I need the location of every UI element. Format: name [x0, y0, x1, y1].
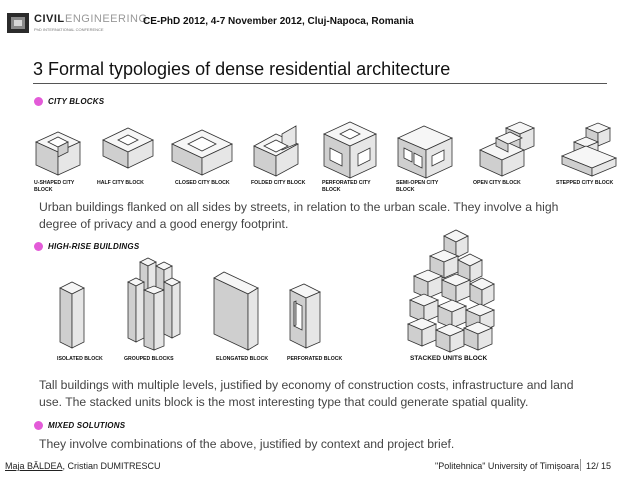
elongated-block-figure	[214, 272, 258, 350]
city-blocks-illustrations	[28, 120, 628, 180]
open-city-block-figure	[480, 122, 534, 176]
stacked-units-block-figure	[408, 230, 494, 352]
footer-university: "Politehnica" University of Timișoara	[435, 461, 579, 471]
high-rise-heading: HIGH-RISE BUILDINGS	[48, 242, 140, 251]
caption-isolated-block: ISOLATED BLOCK	[57, 356, 103, 362]
conference-logo	[6, 10, 148, 36]
footer-author-rest: , Cristian DUMITRESCU	[62, 461, 161, 471]
city-blocks-bullet-icon	[34, 97, 43, 106]
logo-civil-text: CIVIL	[34, 13, 65, 25]
footer-divider	[580, 459, 581, 471]
caption-open-city-block: OPEN CITY BLOCK	[473, 180, 521, 186]
high-rise-description: Tall buildings with multiple levels, justified by economy of construction costs, infrastructure and land use. The stacked units block is the most interesting type that could generate spatial quality.	[39, 378, 574, 409]
caption-half-city-block: HALF CITY BLOCK	[97, 180, 144, 186]
high-rise-illustrations	[40, 226, 520, 354]
mixed-bullet-icon	[34, 421, 43, 430]
logo-engineering-text: ENGINEERING	[65, 13, 148, 25]
semi-open-city-block-figure	[398, 126, 452, 178]
stepped-city-block-figure	[562, 123, 616, 176]
folded-city-block-figure	[254, 126, 298, 176]
city-blocks-description: Urban buildings flanked on all sides by streets, in relation to the urban scale. They involve a high degree of privacy and a good energy footprint.	[39, 200, 559, 231]
caption-closed-city-block: CLOSED CITY BLOCK	[175, 180, 230, 186]
perforated-block-figure	[290, 284, 320, 348]
mixed-heading: MIXED SOLUTIONS	[48, 421, 126, 430]
conference-header: CE-PhD 2012, 4-7 November 2012, Cluj-Napoca, Romania	[143, 16, 414, 27]
title-divider	[33, 83, 607, 84]
caption-perforated-city-block: PERFORATED CITY BLOCK	[322, 180, 371, 193]
u-shaped-city-block-figure	[36, 132, 80, 175]
city-blocks-heading: CITY BLOCKS	[48, 97, 105, 106]
perforated-city-block-figure	[324, 122, 376, 178]
footer-authors	[5, 461, 161, 471]
grouped-blocks-figure	[128, 258, 180, 350]
logo-emblem-icon	[6, 10, 32, 36]
mixed-description: They involve combinations of the above, justified by context and project brief.	[39, 437, 455, 451]
caption-u-shaped-city-block: U-SHAPED CITY BLOCK	[34, 180, 75, 193]
footer-author-first: Maja BĂLDEA	[5, 461, 63, 471]
caption-grouped-blocks: GROUPED BLOCKS	[124, 356, 174, 362]
caption-elongated-block: ELONGATED BLOCK	[216, 356, 269, 362]
caption-folded-city-block: FOLDED CITY BLOCK	[251, 180, 306, 186]
closed-city-block-figure	[172, 130, 232, 175]
caption-perforated-block: PERFORATED BLOCK	[287, 356, 343, 362]
caption-stacked-units-block: STACKED UNITS BLOCK	[410, 355, 488, 362]
caption-stepped-city-block: STEPPED CITY BLOCK	[556, 180, 614, 186]
slide-title: 3 Formal typologies of dense residential architecture	[33, 59, 451, 79]
isolated-block-figure	[60, 282, 84, 348]
caption-semi-open-city-block: SEMI-OPEN CITY BLOCK	[396, 180, 439, 193]
half-city-block-figure	[103, 128, 153, 168]
page-number: 12/ 15	[586, 461, 612, 471]
logo-subtitle: PhD INTERNATIONAL CONFERENCE	[34, 27, 104, 32]
